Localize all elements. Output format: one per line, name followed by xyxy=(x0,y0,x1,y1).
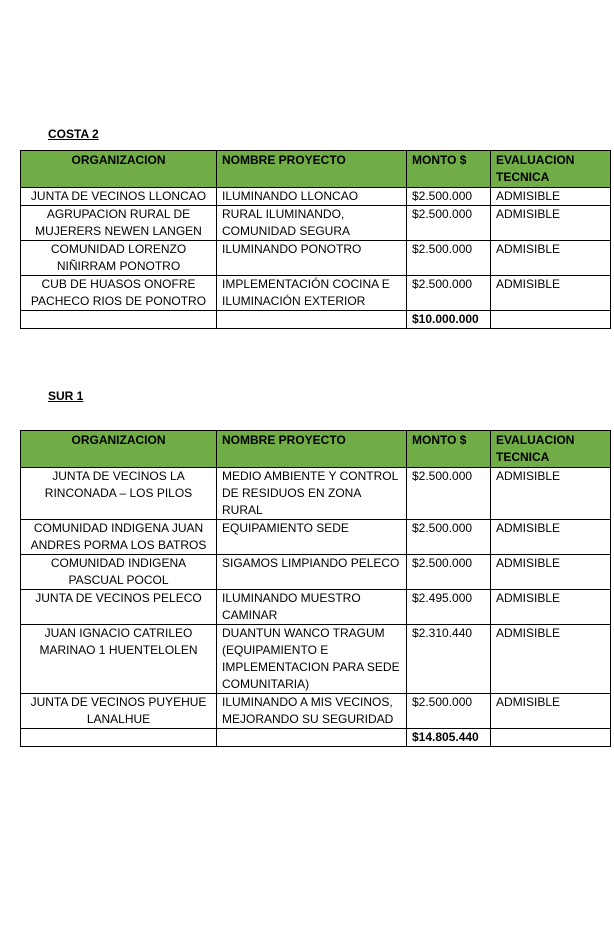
cell-nombre-proyecto: EQUIPAMIENTO SEDE xyxy=(217,520,407,555)
cell-organizacion: JUNTA DE VECINOS LLONCAO xyxy=(21,188,217,206)
total-row xyxy=(21,729,611,747)
cell-empty xyxy=(21,729,217,747)
header-evaluacion-tecnica: EVALUACION TECNICA xyxy=(491,431,611,468)
cell-organizacion: COMUNIDAD INDIGENA JUAN ANDRES PORMA LOS BATROS xyxy=(21,520,217,555)
header-evaluacion-tecnica: EVALUACION TECNICA xyxy=(491,151,611,188)
cell-organizacion: COMUNIDAD LORENZO NIÑIRRAM PONOTRO xyxy=(21,241,217,276)
cell-evaluacion: ADMISIBLE xyxy=(491,625,611,694)
cell-evaluacion: ADMISIBLE xyxy=(491,468,611,520)
header-monto: MONTO $ xyxy=(407,151,491,188)
table-costa-2 xyxy=(20,150,611,329)
cell-nombre-proyecto: ILUMINANDO LLONCAO xyxy=(217,188,407,206)
cell-monto: $2.310.440 xyxy=(407,625,491,694)
cell-nombre-proyecto: SIGAMOS LIMPIANDO PELECO xyxy=(217,555,407,590)
cell-monto: $2.500.000 xyxy=(407,694,491,729)
header-organizacion: ORGANIZACION xyxy=(21,431,217,468)
cell-monto: $2.500.000 xyxy=(407,468,491,520)
cell-evaluacion: ADMISIBLE xyxy=(491,188,611,206)
header-nombre-proyecto: NOMBRE PROYECTO xyxy=(217,151,407,188)
cell-nombre-proyecto: DUANTUN WANCO TRAGUM (EQUIPAMIENTO E IMPLEMENTACION PARA SEDE COMUNITARIA) xyxy=(217,625,407,694)
cell-nombre-proyecto: ILUMINANDO MUESTRO CAMINAR xyxy=(217,590,407,625)
header-nombre-proyecto: NOMBRE PROYECTO xyxy=(217,431,407,468)
table-header-row xyxy=(21,431,611,468)
table-row xyxy=(21,468,611,520)
cell-monto: $2.500.000 xyxy=(407,520,491,555)
table-row xyxy=(21,555,611,590)
cell-organizacion: JUNTA DE VECINOS PELECO xyxy=(21,590,217,625)
cell-organizacion: AGRUPACION RURAL DE MUJERERS NEWEN LANGEN xyxy=(21,206,217,241)
cell-organizacion: JUAN IGNACIO CATRILEO MARINAO 1 HUENTELOLEN xyxy=(21,625,217,694)
section-title-costa-2: COSTA 2 xyxy=(48,127,99,141)
cell-monto: $2.500.000 xyxy=(407,206,491,241)
cell-monto: $2.500.000 xyxy=(407,555,491,590)
table-header-row xyxy=(21,151,611,188)
cell-evaluacion: ADMISIBLE xyxy=(491,520,611,555)
table-row xyxy=(21,206,611,241)
cell-empty xyxy=(491,729,611,747)
cell-organizacion: CUB DE HUASOS ONOFRE PACHECO RIOS DE PONOTRO xyxy=(21,276,217,311)
cell-evaluacion: ADMISIBLE xyxy=(491,694,611,729)
table-row xyxy=(21,625,611,694)
header-organizacion: ORGANIZACION xyxy=(21,151,217,188)
cell-monto: $2.500.000 xyxy=(407,276,491,311)
table-row xyxy=(21,276,611,311)
total-row xyxy=(21,311,611,329)
cell-nombre-proyecto: MEDIO AMBIENTE Y CONTROL DE RESIDUOS EN ZONA RURAL xyxy=(217,468,407,520)
table-row xyxy=(21,241,611,276)
cell-organizacion: COMUNIDAD INDIGENA PASCUAL POCOL xyxy=(21,555,217,590)
cell-evaluacion: ADMISIBLE xyxy=(491,206,611,241)
cell-empty xyxy=(21,311,217,329)
cell-nombre-proyecto: RURAL ILUMINANDO, COMUNIDAD SEGURA xyxy=(217,206,407,241)
cell-organizacion: JUNTA DE VECINOS PUYEHUE LANALHUE xyxy=(21,694,217,729)
cell-total: $10.000.000 xyxy=(407,311,491,329)
cell-total: $14.805.440 xyxy=(407,729,491,747)
cell-empty xyxy=(217,729,407,747)
cell-evaluacion: ADMISIBLE xyxy=(491,555,611,590)
cell-empty xyxy=(217,311,407,329)
cell-evaluacion: ADMISIBLE xyxy=(491,241,611,276)
cell-evaluacion: ADMISIBLE xyxy=(491,276,611,311)
cell-empty xyxy=(491,311,611,329)
cell-monto: $2.495.000 xyxy=(407,590,491,625)
section-title-sur-1: SUR 1 xyxy=(48,389,84,403)
header-monto: MONTO $ xyxy=(407,431,491,468)
table-sur-1 xyxy=(20,430,611,747)
cell-nombre-proyecto: ILUMINANDO A MIS VECINOS, MEJORANDO SU SEGURIDAD xyxy=(217,694,407,729)
cell-evaluacion: ADMISIBLE xyxy=(491,590,611,625)
table-row xyxy=(21,188,611,206)
table-row xyxy=(21,694,611,729)
cell-monto: $2.500.000 xyxy=(407,241,491,276)
table-row xyxy=(21,520,611,555)
cell-organizacion: JUNTA DE VECINOS LA RINCONADA – LOS PILOS xyxy=(21,468,217,520)
cell-nombre-proyecto: IMPLEMENTACIÓN COCINA E ILUMINACIÓN EXTERIOR xyxy=(217,276,407,311)
table-row xyxy=(21,590,611,625)
cell-monto: $2.500.000 xyxy=(407,188,491,206)
cell-nombre-proyecto: ILUMINANDO PONOTRO xyxy=(217,241,407,276)
